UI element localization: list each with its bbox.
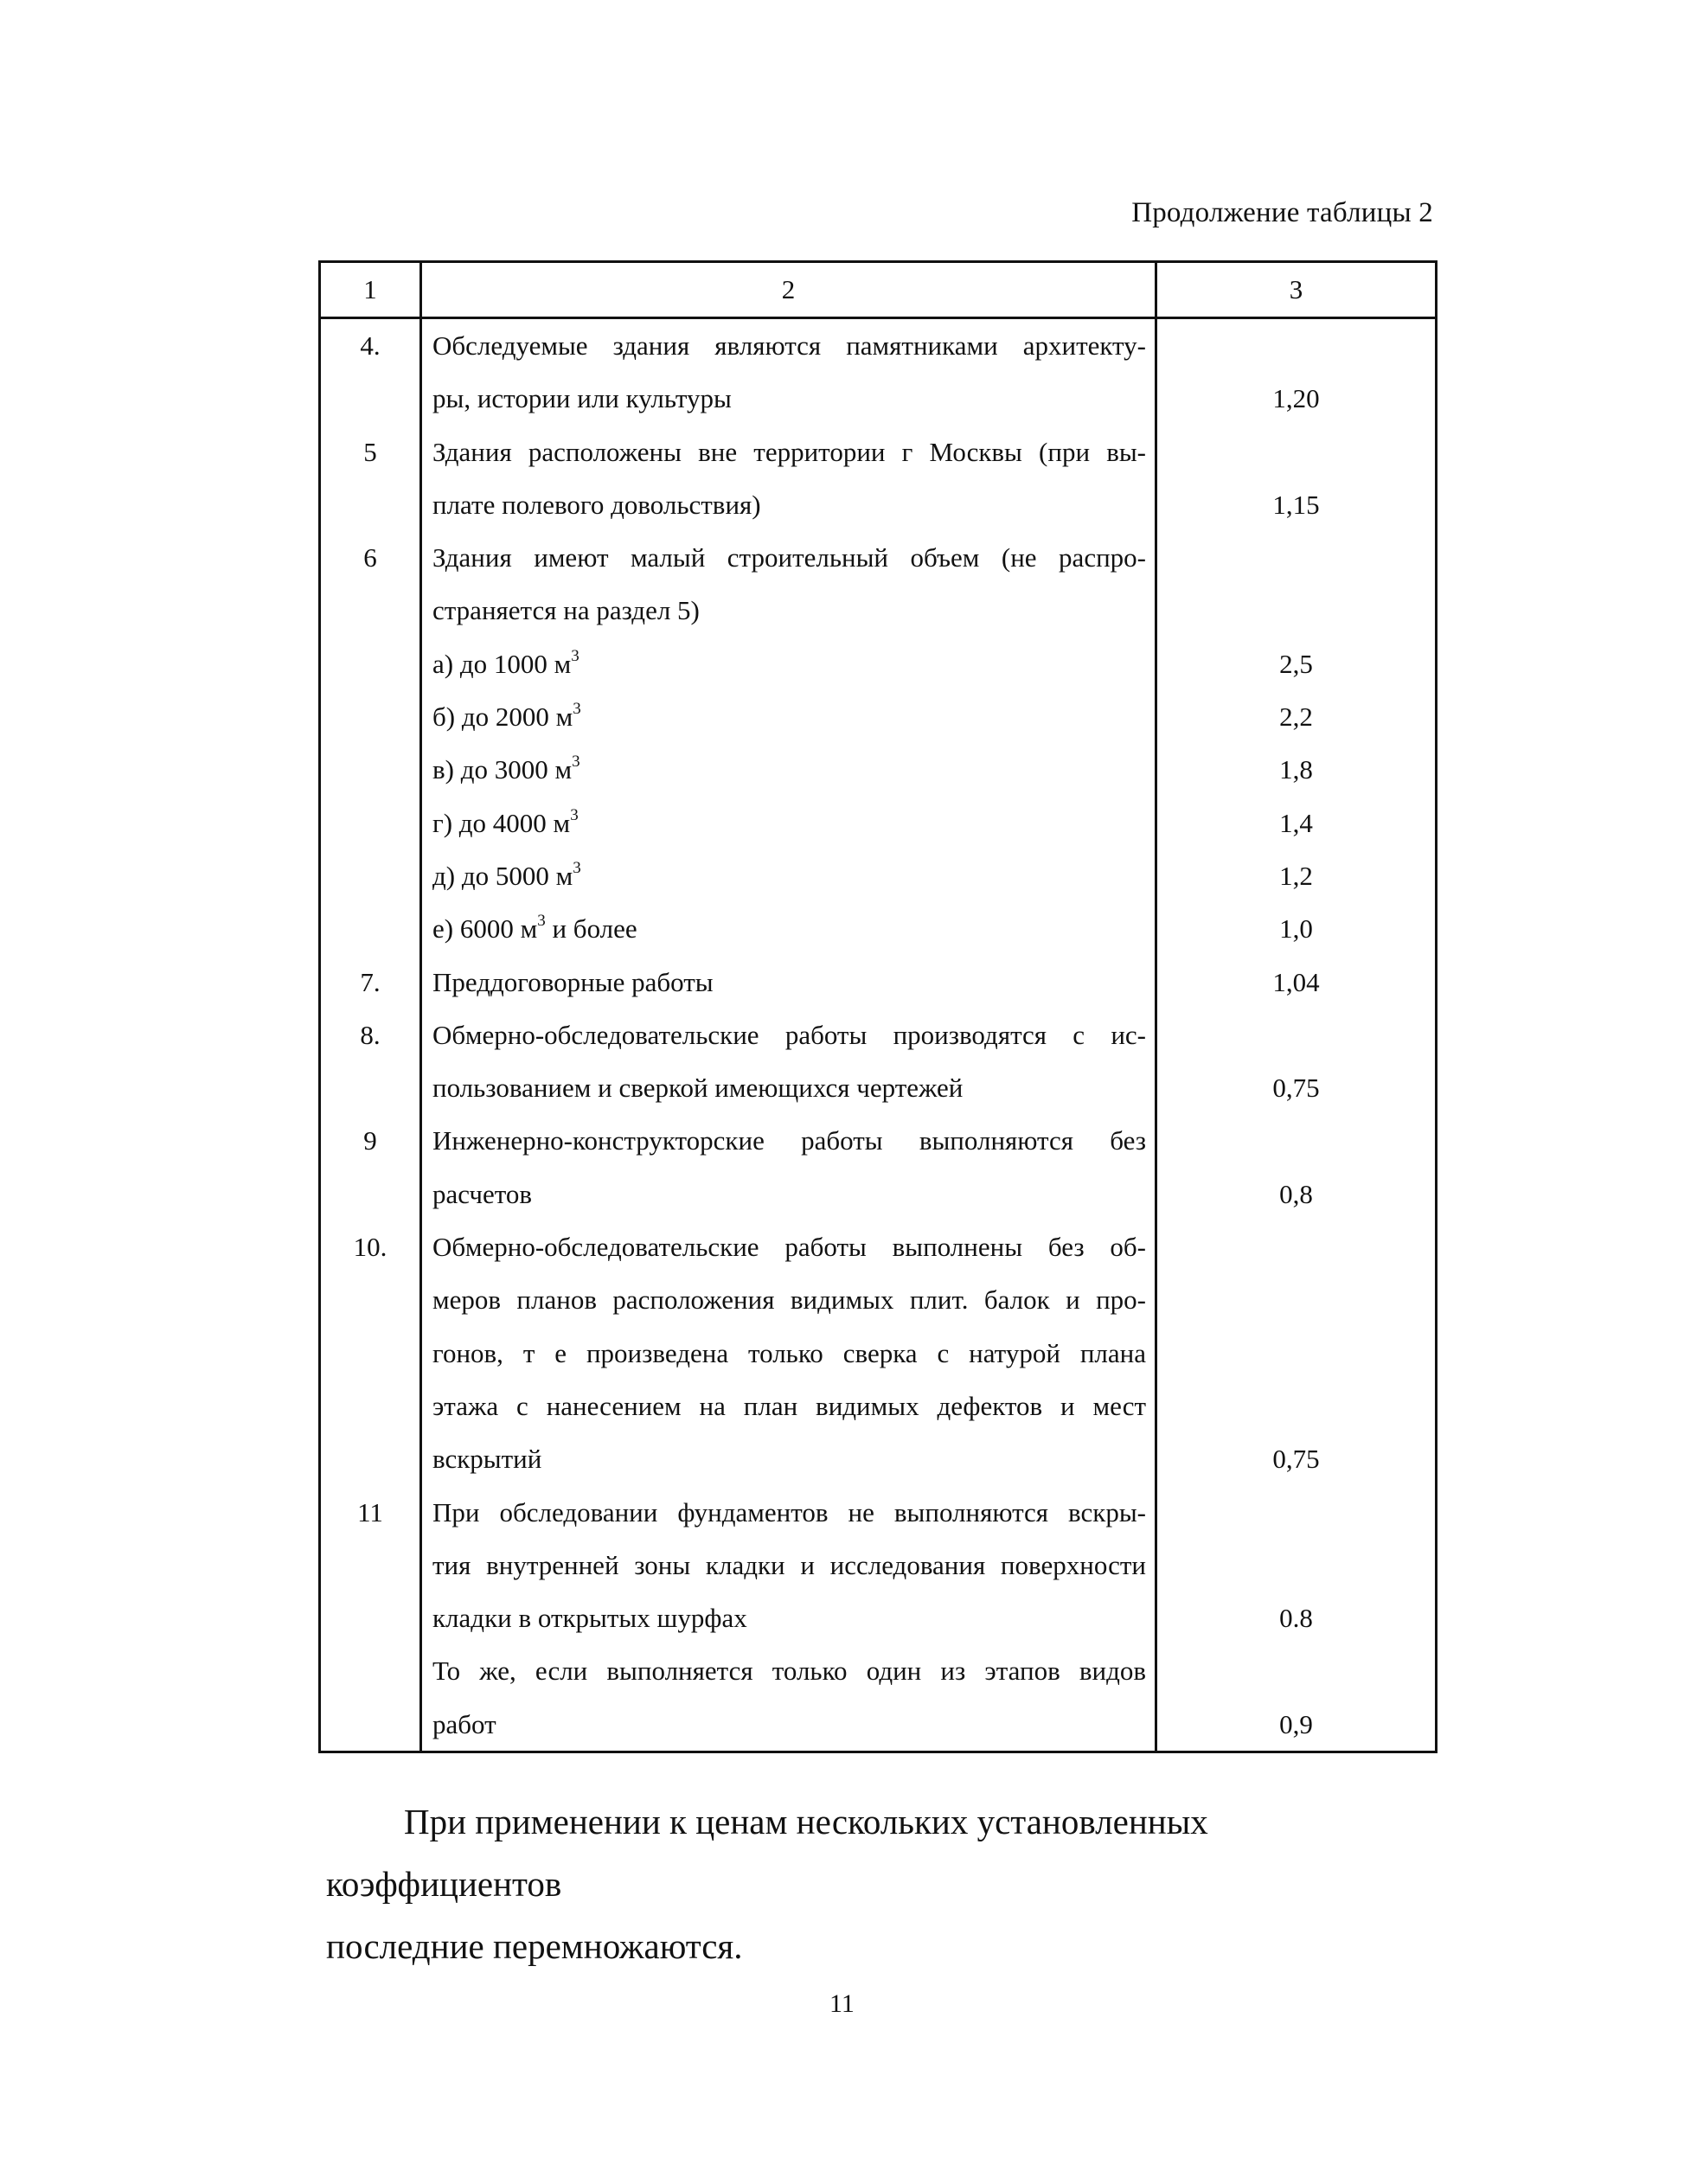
description-text: меров планов расположения видимых плит. балок и про- bbox=[432, 1284, 1146, 1316]
table-row bbox=[320, 797, 1437, 849]
table-row bbox=[320, 318, 1437, 426]
coefficient-value: 2,2 bbox=[1279, 701, 1313, 733]
coefficient-value: 1,20 bbox=[1272, 383, 1320, 414]
coefficient-value: 0.8 bbox=[1279, 1603, 1313, 1634]
coefficients-table bbox=[318, 260, 1437, 1753]
description-line bbox=[432, 1592, 1146, 1644]
description-text: Здания расположены вне территории г Москвы (при вы- bbox=[432, 436, 1146, 467]
row-description bbox=[421, 637, 1156, 690]
description-line bbox=[432, 1539, 1146, 1592]
description-line bbox=[432, 797, 1146, 849]
description-text: Преддоговорные работы bbox=[432, 966, 714, 997]
row-description bbox=[421, 1220, 1156, 1485]
note-paragraph bbox=[326, 1790, 1419, 1977]
table-row bbox=[320, 743, 1437, 796]
description-text: Здания имеют малый строительный объем (не распро- bbox=[432, 542, 1146, 573]
row-description bbox=[421, 902, 1156, 955]
row-description bbox=[421, 1644, 1156, 1752]
coefficient-value: 1,8 bbox=[1279, 754, 1313, 785]
row-number: 6 bbox=[320, 531, 421, 637]
description-text: б) до 2000 м bbox=[432, 701, 573, 733]
unit-exponent: 3 bbox=[572, 753, 580, 772]
row-number: 8. bbox=[320, 1009, 421, 1115]
description-text: тия внутренней зоны кладки и исследования поверхности bbox=[432, 1549, 1146, 1580]
row-number: 10. bbox=[320, 1220, 421, 1485]
description-line bbox=[432, 1380, 1146, 1432]
description-text: То же, если выполняется только один из этапов видов bbox=[432, 1656, 1146, 1687]
description-line bbox=[432, 1114, 1146, 1167]
description-text: а) до 1000 м bbox=[432, 648, 572, 679]
description-line bbox=[432, 1061, 1146, 1114]
description-text: расчетов bbox=[432, 1178, 533, 1209]
row-coefficient bbox=[1156, 690, 1437, 743]
coefficient-value: 0,9 bbox=[1279, 1708, 1313, 1739]
row-description bbox=[421, 426, 1156, 532]
unit-exponent: 3 bbox=[570, 805, 579, 824]
description-text: гонов, т е произведена только сверка с натурой плана bbox=[432, 1337, 1146, 1368]
row-coefficient bbox=[1156, 426, 1437, 532]
row-number: 11 bbox=[320, 1486, 421, 1645]
unit-exponent: 3 bbox=[571, 646, 579, 665]
description-line bbox=[432, 1644, 1146, 1697]
row-description bbox=[421, 797, 1156, 849]
description-text: е) 6000 м bbox=[432, 913, 538, 945]
description-line bbox=[432, 902, 1146, 955]
row-number: 7. bbox=[320, 956, 421, 1009]
row-description bbox=[421, 1486, 1156, 1645]
row-number bbox=[320, 637, 421, 690]
row-description bbox=[421, 849, 1156, 902]
unit-exponent: 3 bbox=[573, 700, 581, 719]
coefficient-value: 1,4 bbox=[1279, 807, 1313, 838]
coefficient-value: 1,0 bbox=[1279, 913, 1313, 945]
coefficient-value: 2,5 bbox=[1279, 648, 1313, 679]
table-row bbox=[320, 1644, 1437, 1752]
row-coefficient bbox=[1156, 849, 1437, 902]
note-line-1: При применении к ценам нескольких установленных коэффициентов bbox=[326, 1802, 1208, 1904]
table-row bbox=[320, 637, 1437, 690]
row-coefficient bbox=[1156, 1009, 1437, 1115]
table-header-row bbox=[320, 262, 1437, 318]
header-cell-number: 1 bbox=[320, 262, 421, 318]
unit-exponent: 3 bbox=[537, 912, 546, 931]
row-coefficient bbox=[1156, 797, 1437, 849]
table-row bbox=[320, 1114, 1437, 1220]
row-coefficient bbox=[1156, 318, 1437, 426]
header-cell-coefficient: 3 bbox=[1156, 262, 1437, 318]
note-line-2: последние перемножаются. bbox=[326, 1926, 743, 1966]
description-line bbox=[432, 1486, 1146, 1539]
description-line bbox=[432, 637, 1146, 690]
description-line bbox=[432, 426, 1146, 478]
row-number: 9 bbox=[320, 1114, 421, 1220]
row-coefficient bbox=[1156, 902, 1437, 955]
row-number bbox=[320, 797, 421, 849]
row-coefficient bbox=[1156, 743, 1437, 796]
description-line bbox=[432, 1698, 1146, 1751]
coefficient-value: 1,04 bbox=[1272, 966, 1320, 997]
row-number bbox=[320, 1644, 421, 1752]
coefficients-table-wrapper bbox=[318, 260, 1435, 1753]
table-row bbox=[320, 849, 1437, 902]
table-row bbox=[320, 690, 1437, 743]
row-coefficient bbox=[1156, 1486, 1437, 1645]
table-body bbox=[320, 318, 1437, 1752]
table-row bbox=[320, 902, 1437, 955]
coefficient-value: 0,75 bbox=[1272, 1073, 1320, 1104]
description-line bbox=[432, 1009, 1146, 1061]
table-caption: Продолжение таблицы 2 bbox=[1131, 197, 1433, 228]
description-line bbox=[432, 1273, 1146, 1326]
description-line bbox=[432, 849, 1146, 902]
row-description bbox=[421, 743, 1156, 796]
row-description bbox=[421, 531, 1156, 637]
description-text: Инженерно-конструкторские работы выполняются без bbox=[432, 1125, 1146, 1156]
row-description bbox=[421, 956, 1156, 1009]
coefficient-value: 0,75 bbox=[1272, 1444, 1320, 1475]
description-line bbox=[432, 1220, 1146, 1273]
description-text: вскрытий bbox=[432, 1444, 542, 1475]
description-text: Обмерно-обследовательские работы производятся с ис- bbox=[432, 1019, 1146, 1050]
table-row bbox=[320, 1486, 1437, 1645]
row-number: 5 bbox=[320, 426, 421, 532]
description-text: плате полевого довольствия) bbox=[432, 489, 761, 520]
header-cell-description: 2 bbox=[421, 262, 1156, 318]
row-number bbox=[320, 690, 421, 743]
row-coefficient bbox=[1156, 1644, 1437, 1752]
row-description bbox=[421, 318, 1156, 426]
description-text: кладки в открытых шурфах bbox=[432, 1603, 747, 1634]
description-line bbox=[432, 743, 1146, 796]
description-line bbox=[432, 956, 1146, 1009]
table-row bbox=[320, 956, 1437, 1009]
description-line bbox=[432, 584, 1146, 637]
description-text: пользованием и сверкой имеющихся чертежей bbox=[432, 1073, 964, 1104]
description-line bbox=[432, 690, 1146, 743]
row-number bbox=[320, 743, 421, 796]
row-coefficient bbox=[1156, 1114, 1437, 1220]
row-coefficient bbox=[1156, 1220, 1437, 1485]
row-description bbox=[421, 690, 1156, 743]
description-text: г) до 4000 м bbox=[432, 807, 571, 838]
page-number: 11 bbox=[829, 1989, 855, 2018]
description-line bbox=[432, 1327, 1146, 1380]
description-text: Обследуемые здания являются памятниками архитекту- bbox=[432, 330, 1146, 361]
row-coefficient bbox=[1156, 637, 1437, 690]
description-text: д) до 5000 м bbox=[432, 860, 573, 891]
description-line bbox=[432, 1432, 1146, 1485]
unit-exponent: 3 bbox=[573, 858, 581, 877]
description-line bbox=[432, 372, 1146, 425]
coefficient-value: 1,2 bbox=[1279, 860, 1313, 891]
row-description bbox=[421, 1009, 1156, 1115]
table-row bbox=[320, 426, 1437, 532]
row-coefficient bbox=[1156, 956, 1437, 1009]
description-text: При обследовании фундаментов не выполняются вскры- bbox=[432, 1496, 1146, 1528]
coefficient-value: 1,15 bbox=[1272, 489, 1320, 520]
description-text: этажа с нанесением на план видимых дефектов и мест bbox=[432, 1390, 1146, 1421]
row-number bbox=[320, 902, 421, 955]
row-coefficient bbox=[1156, 531, 1437, 637]
description-suffix: и более bbox=[545, 913, 637, 945]
description-text: в) до 3000 м bbox=[432, 754, 573, 785]
table-row bbox=[320, 1220, 1437, 1485]
description-text: работ bbox=[432, 1708, 496, 1739]
row-description bbox=[421, 1114, 1156, 1220]
description-line bbox=[432, 478, 1146, 531]
description-line bbox=[432, 531, 1146, 584]
table-row bbox=[320, 531, 1437, 637]
description-line bbox=[432, 1168, 1146, 1220]
coefficient-value: 0,8 bbox=[1279, 1178, 1313, 1209]
description-text: страняется на раздел 5) bbox=[432, 595, 700, 626]
table-row bbox=[320, 1009, 1437, 1115]
description-text: ры, истории или культуры bbox=[432, 383, 732, 414]
row-number bbox=[320, 849, 421, 902]
description-line bbox=[432, 319, 1146, 372]
row-number: 4. bbox=[320, 318, 421, 426]
description-text: Обмерно-обследовательские работы выполнены без об- bbox=[432, 1232, 1146, 1263]
